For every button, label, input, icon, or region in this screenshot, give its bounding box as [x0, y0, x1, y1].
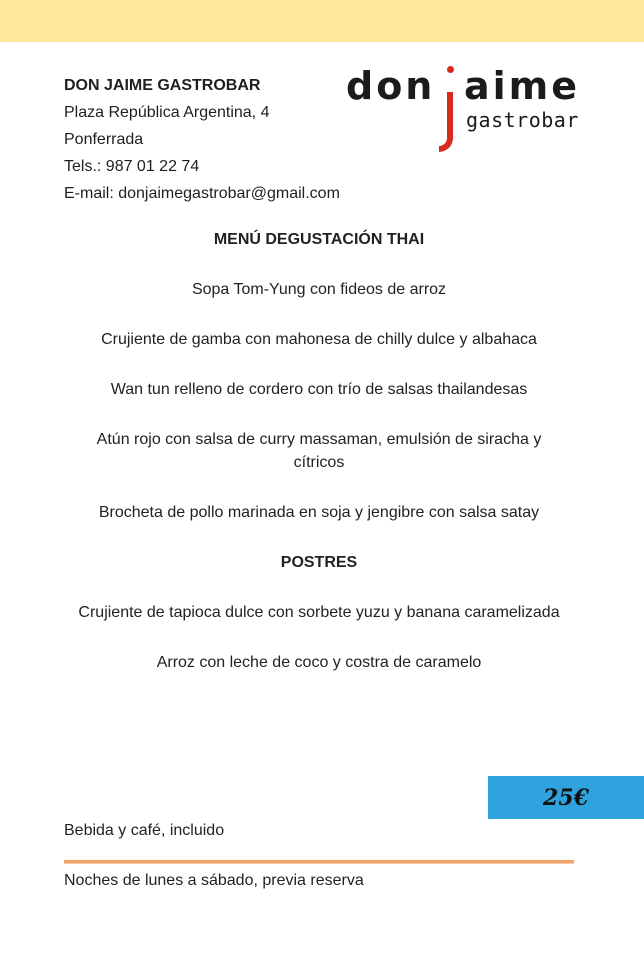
- price-badge: [488, 776, 644, 819]
- dish-item: Crujiente de gamba con mahonesa de chilly dulce y albahaca: [101, 331, 537, 348]
- dish-item: Sopa Tom-Yung con fideos de arroz: [191, 281, 447, 298]
- dish-item: Atún rojo con salsa de curry massaman, emulsión de siracha y cítricos: [96, 431, 542, 471]
- price-value: 25€: [543, 784, 589, 811]
- desserts-title: POSTRES: [280, 554, 358, 571]
- dish-item: Wan tun relleno de cordero con trío de salsas thailandesas: [110, 381, 528, 398]
- restaurant-name: DON JAIME GASTROBAR: [64, 77, 261, 94]
- menu-title: MENÚ DEGUSTACIÓN THAI: [213, 231, 425, 248]
- logo-word-aime: aime: [464, 64, 581, 108]
- don-jaime-logo: [346, 62, 586, 162]
- dessert-item: Arroz con leche de coco y costra de caramelo: [156, 654, 482, 671]
- logo-word-don: don: [346, 64, 436, 108]
- dish-item: Brocheta de pollo marinada en soja y jengibre con salsa satay: [98, 504, 540, 521]
- contact-block: [64, 72, 394, 207]
- city-line: Ponferrada: [64, 131, 144, 148]
- dessert-item: Crujiente de tapioca dulce con sorbete yuzu y banana caramelizada: [78, 604, 560, 621]
- address-line: Plaza República Argentina, 4: [64, 104, 270, 121]
- logo-j-dot: [447, 66, 454, 73]
- footer-divider: [64, 860, 574, 864]
- top-color-band: [0, 0, 644, 42]
- logo-j-letter: [439, 92, 453, 152]
- tasting-menu: [60, 228, 578, 674]
- phone-line: Tels.: 987 01 22 74: [64, 158, 200, 175]
- drinks-included-note: Bebida y café, incluido: [64, 822, 225, 839]
- availability-note: Noches de lunes a sábado, previa reserva: [64, 872, 364, 889]
- logo-word-gastrobar: gastrobar: [466, 108, 579, 132]
- email-line: E-mail: donjaimegastrobar@gmail.com: [64, 185, 340, 202]
